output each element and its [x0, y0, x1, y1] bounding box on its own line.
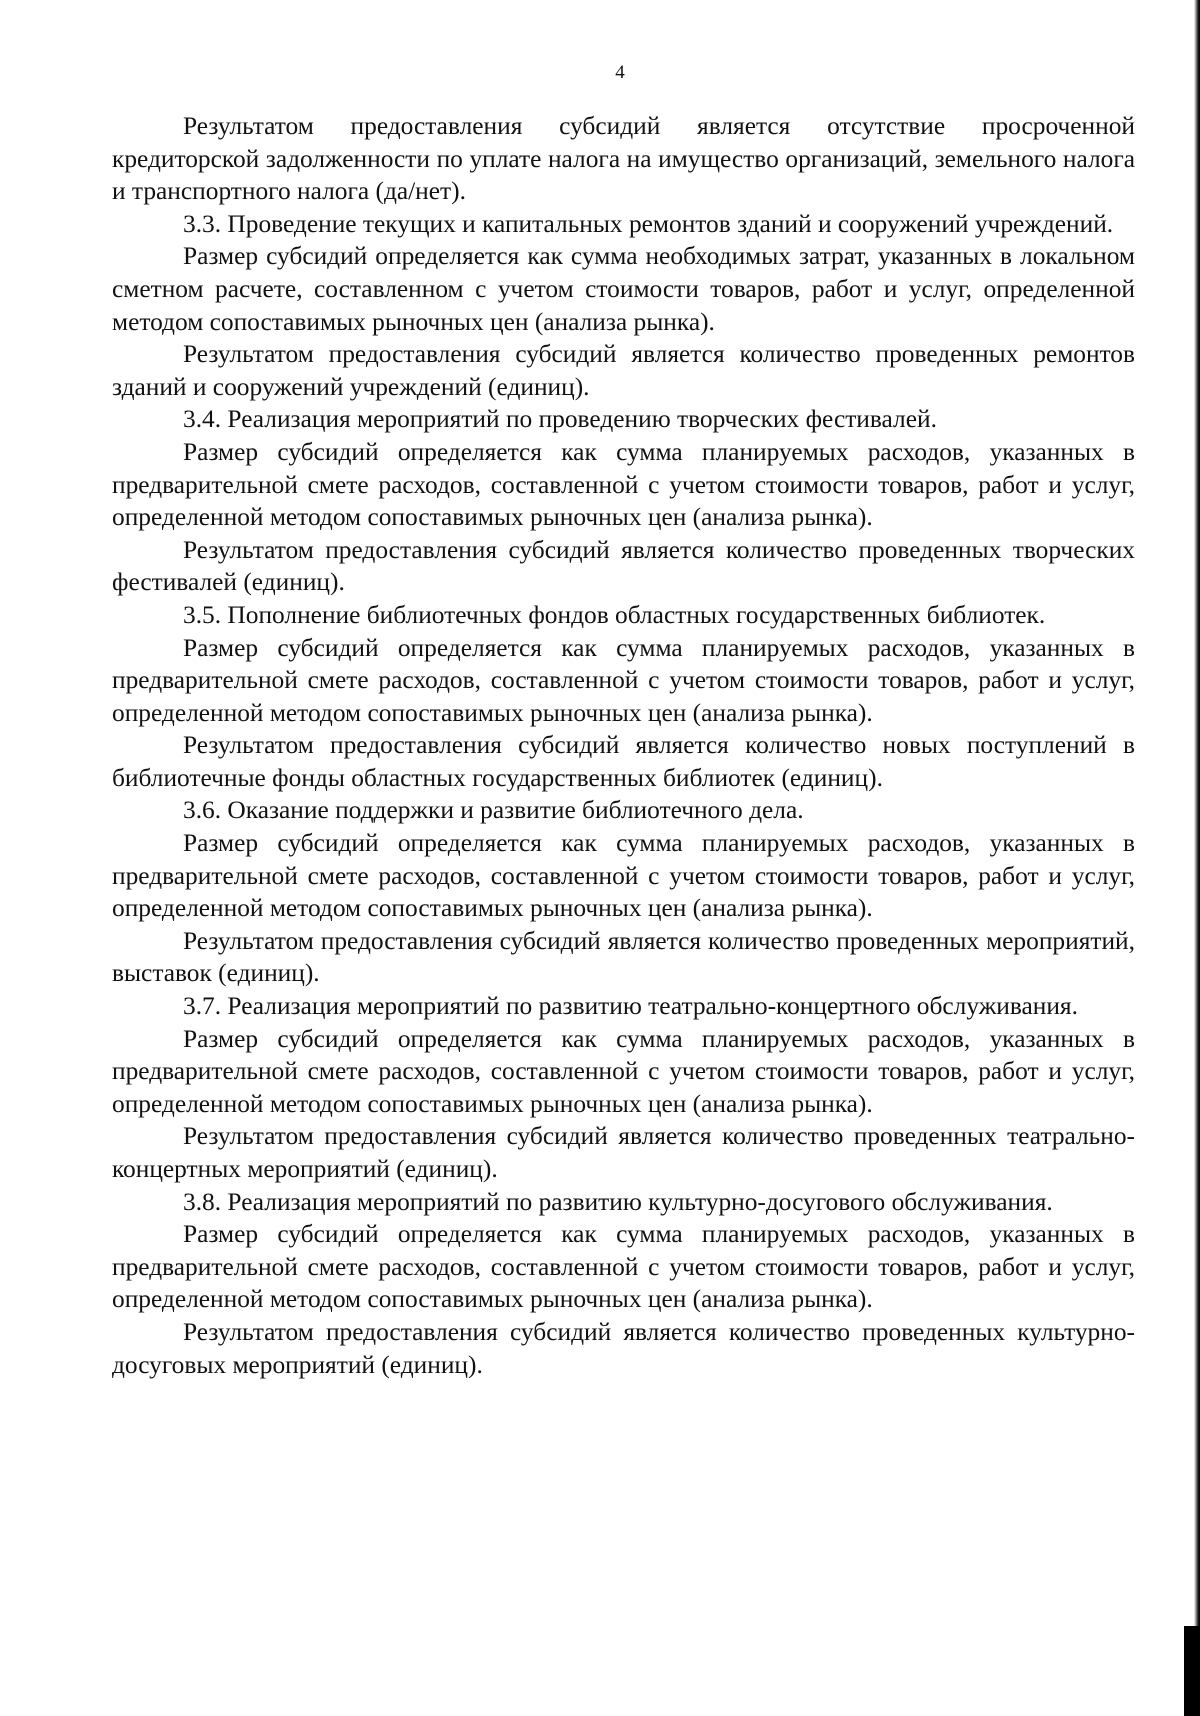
paragraph-size-3-3: Размер субсидий определяется как сумма необходимых затрат, указанных в локальном сметном расчете, составленном с учетом стоимости товаров, работ и услуг, определенной методом сопоставимых рыночных цен (анализа рынка).: [112, 242, 1135, 336]
heading-3-3: 3.3. Проведение текущих и капитальных ремонтов зданий и сооружений учреждений.: [183, 209, 1114, 238]
paragraph-result-3-6: Результатом предоставления субсидий является количество проведенных мероприятий, выставок (единиц).: [112, 926, 1135, 988]
paragraph-size-3-4: Размер субсидий определяется как сумма планируемых расходов, указанных в предварительной смете расходов, составленной с учетом стоимости товаров, работ и услуг, определенной методом сопоставимых рыночных цен (анализа рынка).: [112, 437, 1135, 532]
heading-3-8: 3.8. Реализация мероприятий по развитию культурно-досугового обслуживания.: [183, 1187, 1053, 1216]
paragraph-result-3-7: Результатом предоставления субсидий является количество проведенных театрально-концертных мероприятий (единиц).: [112, 1122, 1135, 1183]
paragraph-size-3-8: Размер субсидий определяется как сумма планируемых расходов, указанных в предварительной смете расходов, составленной с учетом стоимости товаров, работ и услуг, определенной методом сопоставимых рыночных цен (анализа рынка).: [112, 1220, 1135, 1314]
paragraph-result-3-8: Результатом предоставления субсидий является количество проведенных культурно-досуговых мероприятий (единиц).: [112, 1317, 1135, 1379]
paragraph-size-3-7: Размер субсидий определяется как сумма планируемых расходов, указанных в предварительной смете расходов, составленной с учетом стоимости товаров, работ и услуг, определенной методом сопоставимых рыночных цен (анализа рынка).: [112, 1024, 1135, 1118]
heading-3-7: 3.7. Реализация мероприятий по развитию театрально-концертного обслуживания.: [183, 992, 1078, 1021]
paragraph-result-3-4: Результатом предоставления субсидий является количество проведенных творческих фестивалей (единиц).: [112, 535, 1135, 597]
page-number: 4: [615, 62, 625, 83]
paragraph-size-3-5: Размер субсидий определяется как сумма планируемых расходов, указанных в предварительной смете расходов, составленной с учетом стоимости товаров, работ и услуг, определенной методом сопоставимых рыночных цен (анализа рынка).: [112, 633, 1135, 727]
scan-edge-shadow: [1194, 0, 1200, 1716]
heading-3-4: 3.4. Реализация мероприятий по проведению творческих фестивалей.: [183, 405, 937, 434]
paragraph-size-3-6: Размер субсидий определяется как сумма планируемых расходов, указанных в предварительной смете расходов, составленной с учетом стоимости товаров, работ и услуг, определенной методом сопоставимых рыночных цен (анализа рынка).: [112, 829, 1135, 923]
heading-3-5: 3.5. Пополнение библиотечных фондов областных государственных библиотек.: [183, 600, 1046, 629]
paragraph-result-3-5: Результатом предоставления субсидий является количество новых поступлений в библиотечные фонды областных государственных библиотек (единиц).: [112, 731, 1135, 792]
heading-3-6: 3.6. Оказание поддержки и развитие библиотечного дела.: [183, 796, 804, 825]
scan-edge-corner: [1184, 1626, 1200, 1716]
document-body: [112, 110, 1135, 1381]
paragraph-result-taxes: Результатом предоставления субсидий является отсутствие просроченной кредиторской задолженности по уплате налога на имущество организаций, земельного налога и транспортного налога (да/нет).: [112, 112, 1135, 206]
paragraph-result-3-3: Результатом предоставления субсидий является количество проведенных ремонтов зданий и сооружений учреждений (единиц).: [112, 340, 1135, 401]
